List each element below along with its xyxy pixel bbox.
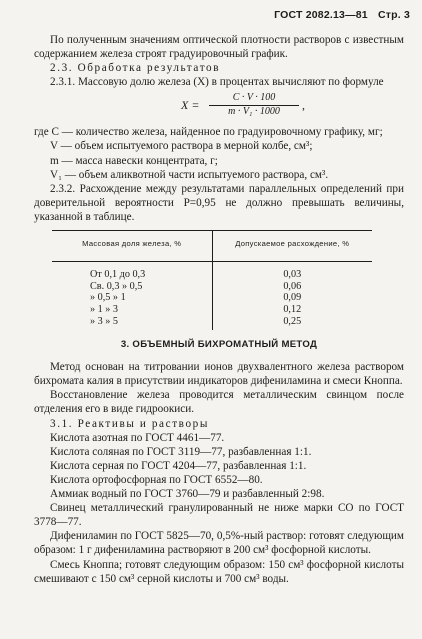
paragraph-method: Метод основан на титровании ионов двухвалентного железа раствором бихромата калия в присутствии индикаторов дифениламина и смеси Кноппа. bbox=[34, 361, 404, 388]
reagent-diphenylamine: Дифениламин по ГОСТ 5825—70, 0,5%-ный раствор: готовят следующим образом: 1 г дифениламина растворяют в 200 см³ фосфорной кислоты. bbox=[34, 530, 404, 557]
table-cell: » 3 » 5 bbox=[52, 316, 212, 331]
tolerance-table bbox=[52, 230, 372, 330]
legend-c: где C — количество железа, найденное по градуировочному графику, мг; bbox=[34, 126, 383, 139]
table-row bbox=[52, 292, 372, 304]
table-cell: » 0,5 » 1 bbox=[52, 292, 212, 304]
formula-lhs: X = bbox=[181, 98, 200, 113]
formula-fraction bbox=[209, 92, 299, 118]
reagent-sulfuric-acid: Кислота серная по ГОСТ 4204—77, разбавленная 1:1. bbox=[50, 459, 307, 472]
table-cell: От 0,1 до 0,3 bbox=[52, 262, 212, 281]
table-cell: 0,03 bbox=[283, 269, 302, 281]
paragraph-graph: По полученным значениям оптической плотности растворов с известным содержанием железа строят градуировочный график. bbox=[34, 34, 404, 61]
heading-2-3: 2.3. Обработка результатов bbox=[50, 62, 221, 75]
gost-number: ГОСТ 2082.13—81 bbox=[274, 9, 368, 21]
heading-3-1: 3.1. Реактивы и растворы bbox=[50, 417, 209, 430]
table-header-tolerance: Допускаемое расхождение, % bbox=[212, 231, 372, 262]
legend-v1: V₁ — объем аликвотной части испытуемого раствора, см³. bbox=[50, 168, 329, 181]
document-body bbox=[34, 33, 404, 586]
table-cell: 0,06 bbox=[283, 280, 302, 292]
page-header bbox=[274, 9, 410, 21]
reagent-phosphoric-acid: Кислота ортофосфорная по ГОСТ 6552—80. bbox=[50, 473, 263, 486]
table-cell: Св. 0,3 » 0,5 bbox=[52, 281, 212, 293]
formula bbox=[34, 91, 404, 121]
table-cell: 0,12 bbox=[283, 303, 302, 315]
reagent-knopp-mixture: Смесь Кноппа; готовят следующим образом: 150 см³ фосфорной кислоты смешивают с 150 см³ серной кислоты и 700 см³ воды. bbox=[34, 558, 404, 585]
formula-numerator: C · V · 100 bbox=[209, 92, 299, 106]
table-row bbox=[52, 316, 372, 331]
table-cell: 0,25 bbox=[283, 315, 302, 327]
paragraph-2-3-2: 2.3.2. Расхождение между результатами параллельных определений при доверительной вероятности P=0,95 не должно превышать величины, указанной в таблице. bbox=[34, 182, 404, 223]
table-header-fraction: Массовая доля железа, % bbox=[52, 231, 212, 262]
table-header-row bbox=[52, 231, 372, 262]
reagent-nitric-acid: Кислота азотная по ГОСТ 4461—77. bbox=[50, 431, 225, 444]
legend-v: V — объем испытуемого раствора в мерной колбе, см³; bbox=[50, 140, 313, 153]
formula-comma: , bbox=[302, 98, 305, 113]
reagent-ammonia: Аммиак водный по ГОСТ 3760—79 и разбавленный 2:98. bbox=[50, 488, 325, 501]
paragraph-reduction: Восстановление железа проводится металлическим свинцом после отделения его в виде гидроокиси. bbox=[34, 389, 404, 416]
page-number: Стр. 3 bbox=[377, 9, 410, 21]
table-row bbox=[52, 281, 372, 293]
formula-denominator: m · V₁ · 1000 bbox=[228, 106, 280, 118]
table-row bbox=[52, 304, 372, 316]
legend-m: m — масса навески концентрата, г; bbox=[50, 154, 218, 167]
reagent-lead: Свинец металлический гранулированный не ниже марки СО по ГОСТ 3778—77. bbox=[34, 502, 404, 529]
table-cell: » 1 » 3 bbox=[52, 304, 212, 316]
paragraph-2-3-1: 2.3.1. Массовую долю железа (X) в процентах вычисляют по формуле bbox=[50, 76, 384, 89]
reagent-hydrochloric-acid: Кислота соляная по ГОСТ 3119—77, разбавленная 1:1. bbox=[50, 445, 312, 458]
table-row bbox=[52, 262, 372, 281]
section-3-title: 3. ОБЪЕМНЫЙ БИХРОМАТНЫЙ МЕТОД bbox=[120, 339, 318, 351]
table-cell: 0,09 bbox=[283, 292, 302, 304]
